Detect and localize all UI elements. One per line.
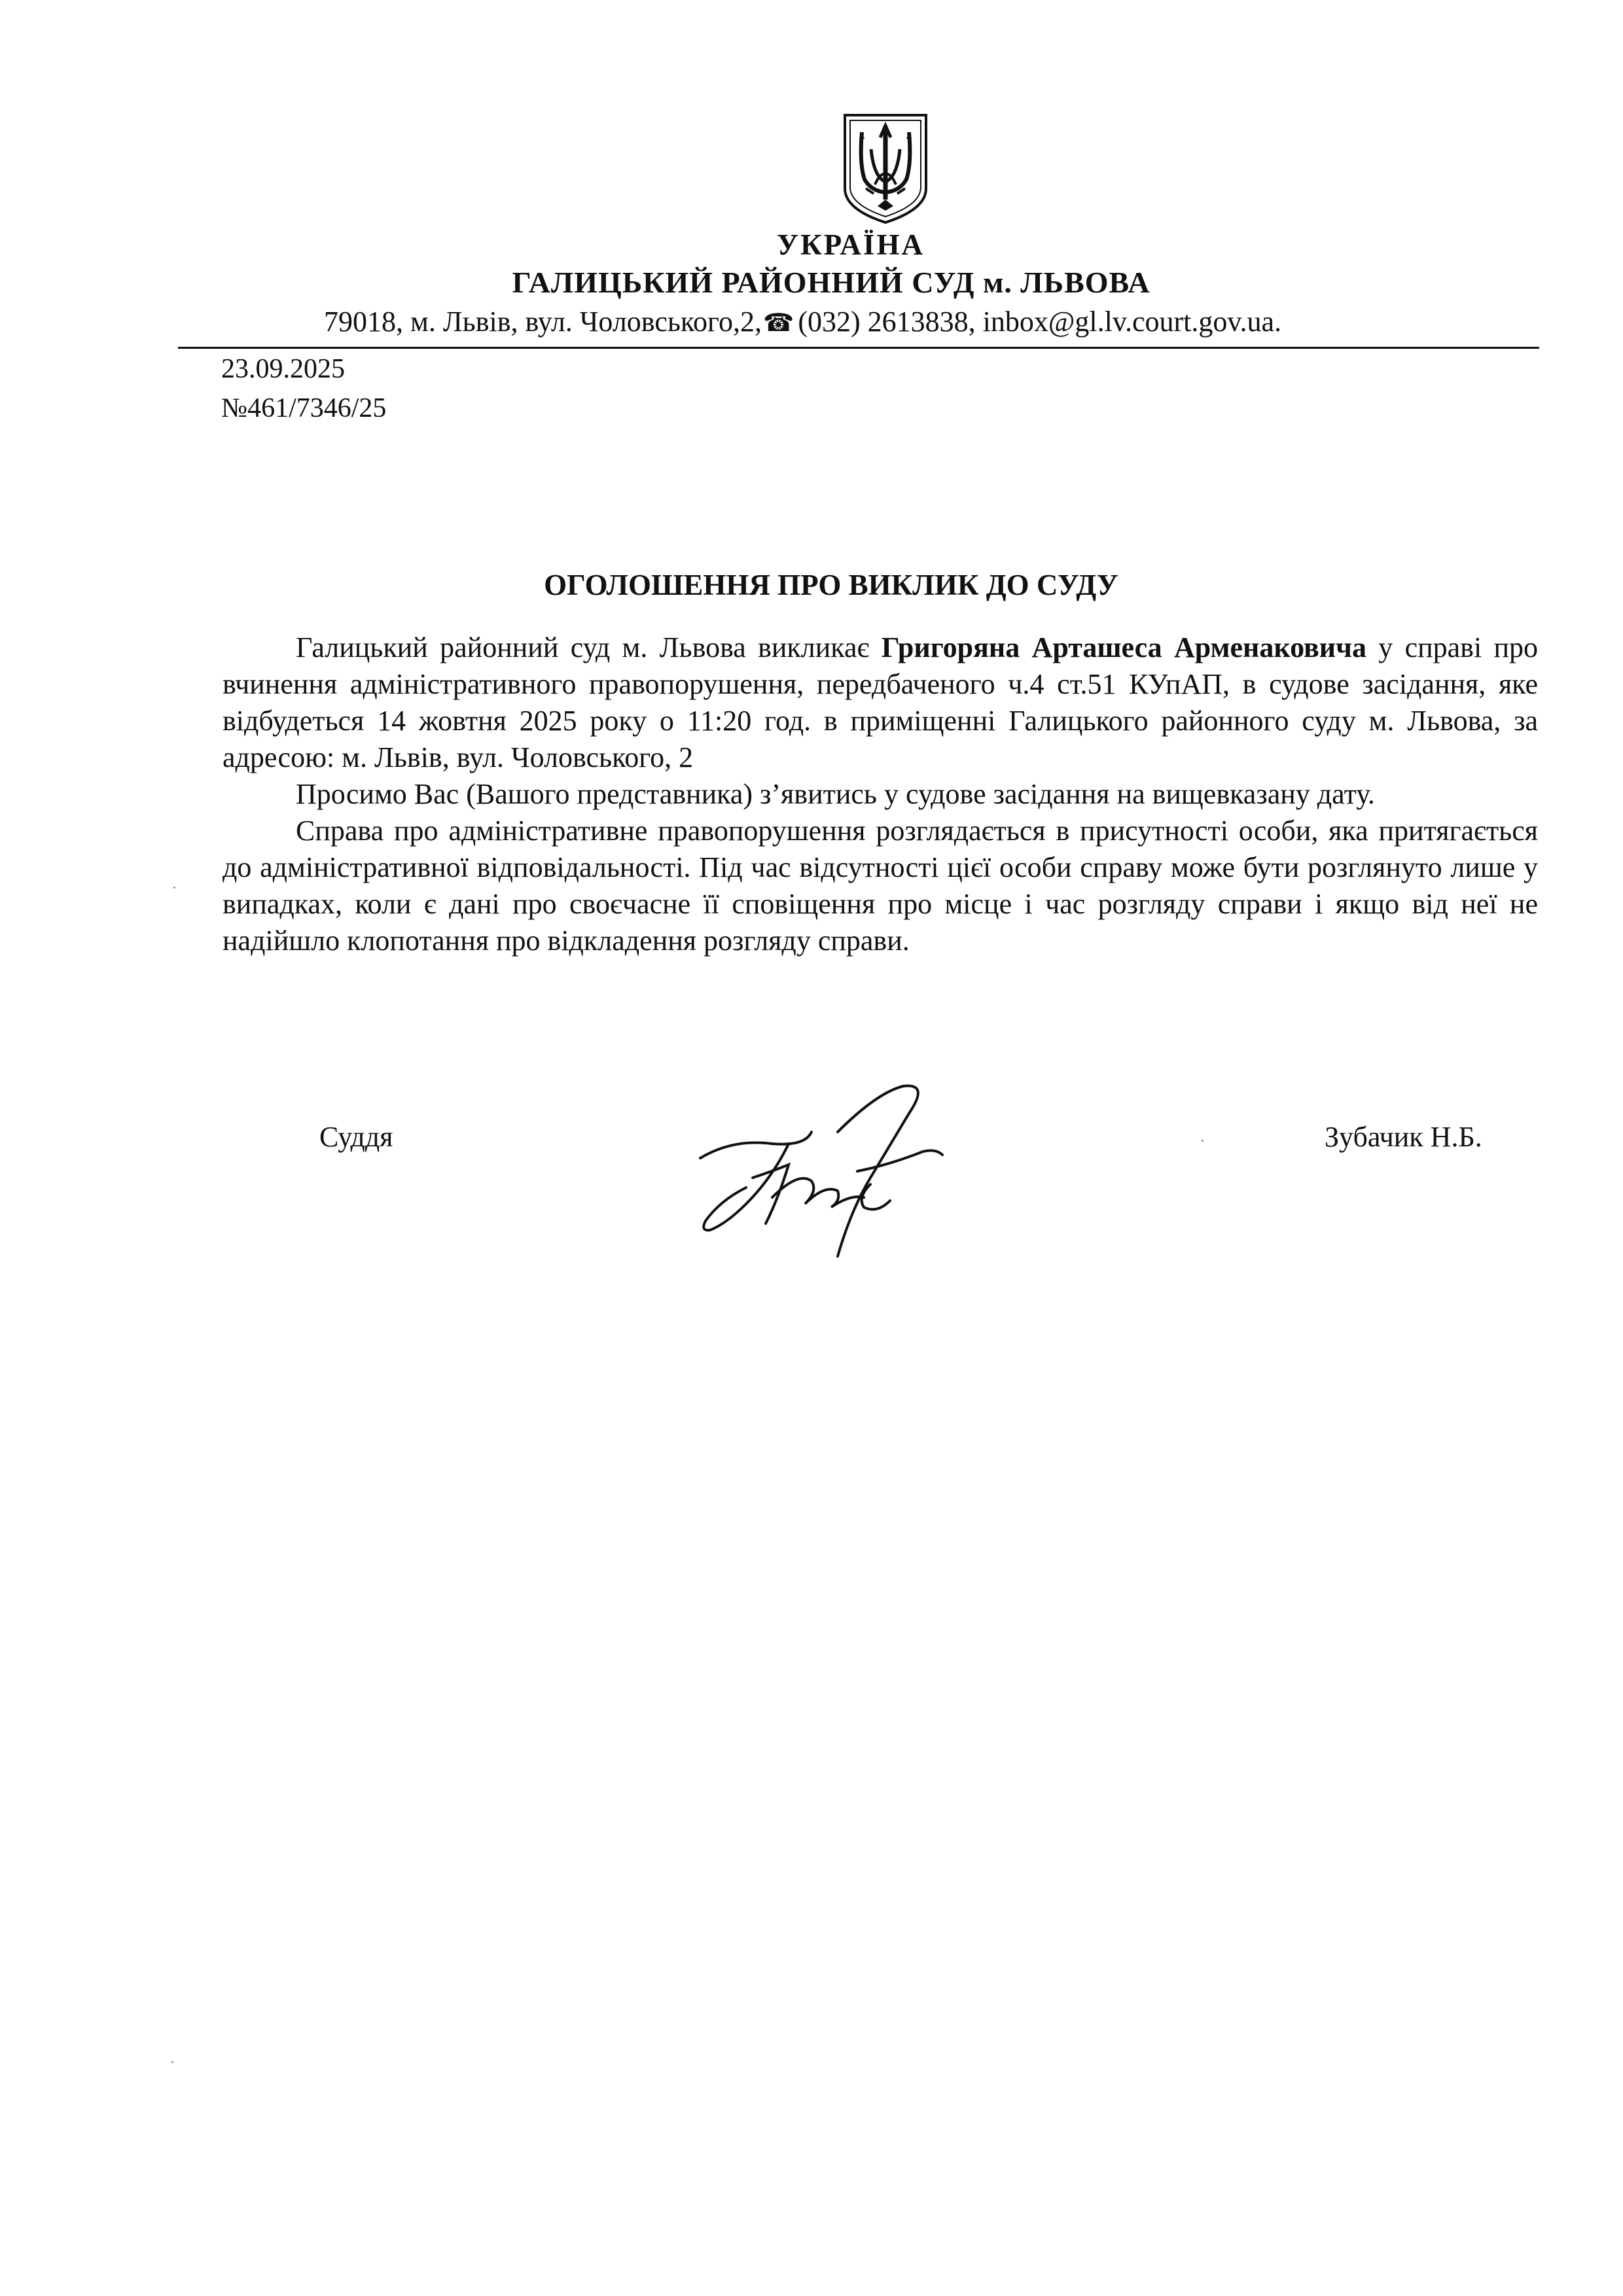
judge-name: Зубачик Н.Б. xyxy=(1325,1121,1482,1153)
signatory-role: Суддя xyxy=(319,1121,393,1153)
document-body xyxy=(223,629,1538,959)
header-divider xyxy=(178,347,1539,349)
telephone-icon: ☎ xyxy=(763,308,794,337)
document-title: ОГОЛОШЕННЯ ПРО ВИКЛИК ДО СУДУ xyxy=(544,569,1118,601)
trident-coat-of-arms-icon xyxy=(840,111,931,226)
scan-speck xyxy=(173,887,175,889)
contact-text: (032) 2613838, inbox@gl.lv.court.gov.ua. xyxy=(798,306,1282,338)
court-address xyxy=(324,305,1281,338)
paragraph-summons xyxy=(223,629,1538,776)
court-heading: ГАЛИЦЬКИЙ РАЙОННИЙ СУД м. ЛЬВОВА xyxy=(512,266,1150,299)
address-text: 79018, м. Львів, вул. Чоловського,2, xyxy=(324,306,762,338)
paragraph-notice: Справа про адміністративне правопорушення розглядається в присутності особи, яка притягається до адміністративної відповідальності. Під час відсутності цієї особи справу може бути розглянуто лише у випадках, коли є дані про своєчасне її сповіщення про місце і час розгляду справи і якщо від неї не надійшло клопотання про відкладення розгляду справи. xyxy=(223,815,1538,957)
country-heading: УКРАЇНА xyxy=(777,228,925,261)
document-date: 23.09.2025 xyxy=(221,354,345,384)
scan-speck xyxy=(171,2061,173,2063)
summons-details: у справі про вчинення адміністративного правопорушення, передбаченого ч.4 ст.51 КУпАП, в судове засідання, яке відбудеться 14 жовтня 2025 року о 11:20 год. в приміщенні Галицького районного суду м. Львова, за адресою: м. Львів, вул. Чоловського, 2 xyxy=(223,631,1539,773)
summons-intro: Галицький районний суд м. Львова викликає xyxy=(296,631,882,663)
handwritten-signature xyxy=(674,1067,982,1263)
case-number: №461/7346/25 xyxy=(221,393,387,423)
paragraph-request: Просимо Вас (Вашого представника) з’явитись у судове засідання на вищевказану дату. xyxy=(296,778,1375,810)
scan-speck xyxy=(1202,1140,1204,1142)
defendant-name: Григоряна Арташеса Арменаковича xyxy=(881,631,1366,663)
